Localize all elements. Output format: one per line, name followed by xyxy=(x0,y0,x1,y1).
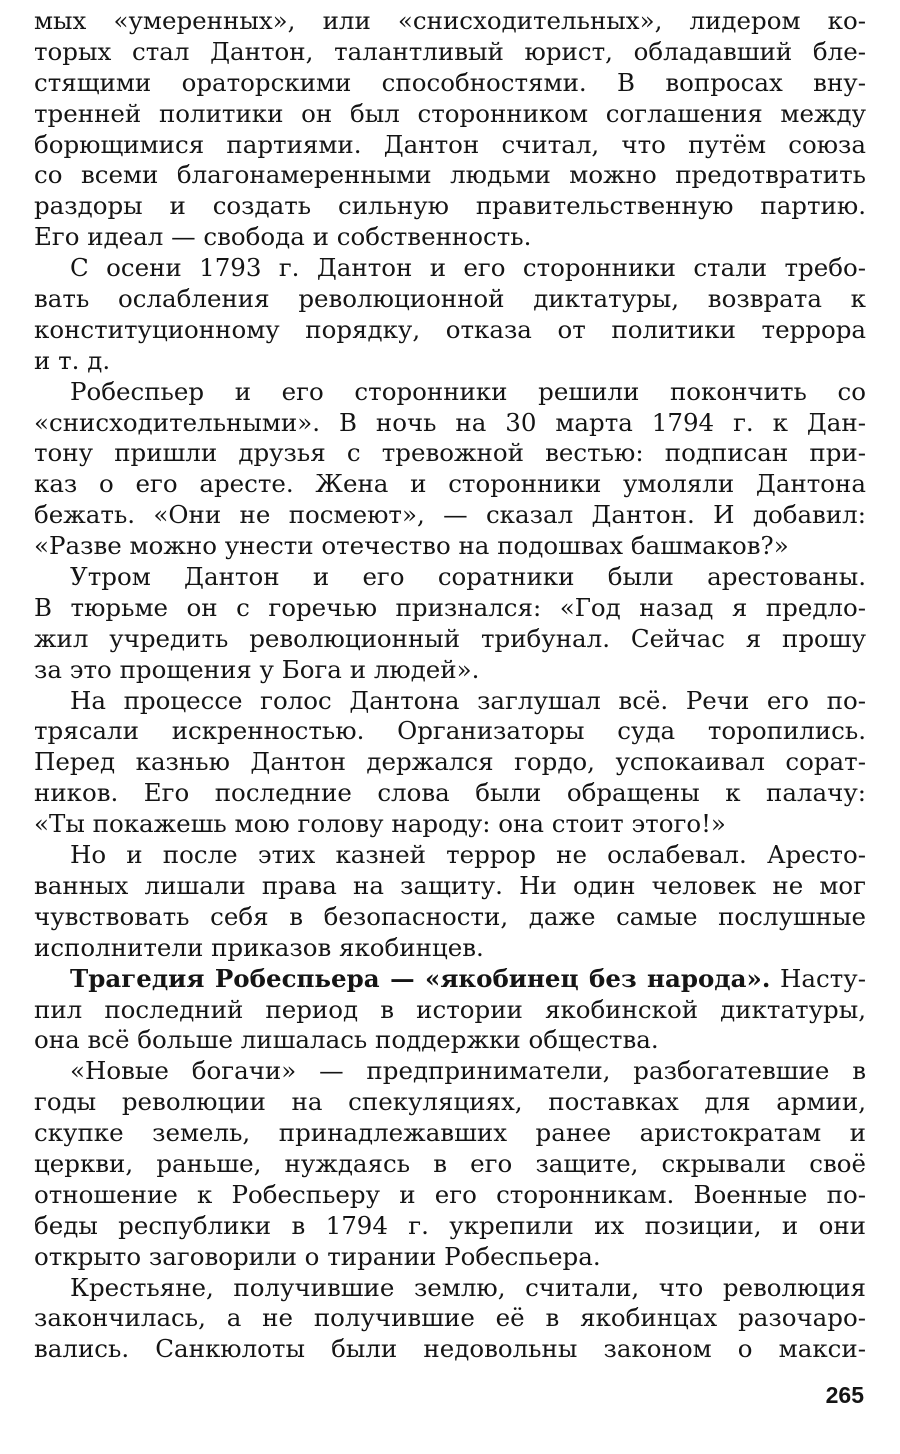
text-line: церкви, раньше, нуждаясь в его защите, скрывали своё xyxy=(34,1148,866,1178)
paragraph xyxy=(34,1056,866,1272)
text-line: «Разве можно унести отечество на подошвах башмаков?» xyxy=(34,531,789,561)
paragraph xyxy=(34,253,866,377)
text-line: бежать. «Они не посмеют», — сказал Дантон. И добавил: xyxy=(34,500,866,530)
text-line: В тюрьме он с горечью признался: «Год назад я предло- xyxy=(34,592,866,622)
text-line: борющимися партиями. Дантон считал, что путём союза xyxy=(34,129,866,159)
text-line: трясали искренностью. Организаторы суда торопились. xyxy=(34,716,866,746)
paragraph xyxy=(34,840,866,964)
text-line: стящими ораторскими способностями. В вопросах вну- xyxy=(34,67,866,97)
text-line: Робеспьер и его сторонники решили покончить со xyxy=(70,376,866,406)
text-line: открыто заговорили о тирании Робеспьера. xyxy=(34,1241,601,1271)
text-line: раздоры и создать сильную правительственную партию. xyxy=(34,191,866,221)
paragraph xyxy=(34,6,866,253)
text-line: жил учредить революционный трибунал. Сейчас я прошу xyxy=(34,623,866,653)
text-line: торых стал Дантон, талантливый юрист, обладавший бле- xyxy=(34,36,866,66)
text-line: Его идеал — свобода и собственность. xyxy=(34,222,532,252)
text-line: чувствовать себя в безопасности, даже самые послушные xyxy=(34,901,866,931)
text-line: годы революции на спекуляциях, поставках для армии, xyxy=(34,1087,866,1117)
text-line: «Ты покажешь мою голову народу: она стоит этого!» xyxy=(34,809,726,839)
text-line: закончилась, а не получившие её в якобинцах разочаро- xyxy=(34,1303,866,1333)
text-line: ников. Его последние слова были обращены к палачу: xyxy=(34,778,866,808)
section-paragraph xyxy=(34,964,866,1057)
paragraph xyxy=(34,686,866,840)
text-line: «Новые богачи» — предприниматели, разбогатевшие в xyxy=(70,1056,866,1086)
text-line: и т. д. xyxy=(34,345,111,375)
text-line xyxy=(34,964,866,995)
heading-continuation: Насту- xyxy=(770,963,866,993)
text-line: скупке земель, принадлежавших ранее аристократам и xyxy=(34,1118,866,1148)
text-line: тону пришли друзья с тревожной вестью: подписан при- xyxy=(34,438,866,468)
text-line: вать ослабления революционной диктатуры, возврата к xyxy=(34,284,866,314)
paragraph xyxy=(34,562,866,686)
text-line: тренней политики он был сторонником соглашения между xyxy=(34,98,866,128)
text-line: беды республики в 1794 г. укрепили их позиции, и они xyxy=(34,1210,866,1240)
text-line: С осени 1793 г. Дантон и его сторонники стали требо- xyxy=(70,253,866,283)
text-line: конституционному порядку, отказа от политики террора xyxy=(34,314,866,344)
text-line: мых «умеренных», или «снисходительных», лидером ко- xyxy=(34,6,866,35)
text-line: Перед казнью Дантон держался гордо, успокаивал сорат- xyxy=(34,747,866,777)
paragraph xyxy=(34,1273,866,1366)
text-line: за это прощения у Бога и людей». xyxy=(34,654,480,684)
text-line: «снисходительными». В ночь на 30 марта 1794 г. к Дан- xyxy=(34,407,866,437)
text-line: она всё больше лишалась поддержки общества. xyxy=(34,1025,659,1055)
text-line: со всеми благонамеренными людьми можно предотвратить xyxy=(34,160,866,190)
page-body xyxy=(34,6,866,1365)
text-line: Утром Дантон и его соратники были арестованы. xyxy=(70,562,866,592)
text-line: отношение к Робеспьеру и его сторонникам. Военные по- xyxy=(34,1179,866,1209)
text-line: пил последний период в истории якобинской диктатуры, xyxy=(34,994,866,1024)
page-number: 265 xyxy=(825,1382,864,1408)
text-line: вались. Санкюлоты были недовольны законом о макси- xyxy=(34,1334,866,1364)
text-line: исполнители приказов якобинцев. xyxy=(34,932,484,962)
text-line: каз о его аресте. Жена и сторонники умоляли Дантона xyxy=(34,469,866,499)
section-heading: Трагедия Робеспьера — «якобинец без народа». xyxy=(70,963,771,993)
text-line: Но и после этих казней террор не ослабевал. Аресто- xyxy=(70,840,866,870)
text-line: На процессе голос Дантона заглушал всё. Речи его по- xyxy=(70,685,866,715)
paragraph xyxy=(34,377,866,562)
text-line: ванных лишали права на защиту. Ни один человек не мог xyxy=(34,870,866,900)
text-line: Крестьяне, получившие землю, считали, что революция xyxy=(70,1272,866,1302)
